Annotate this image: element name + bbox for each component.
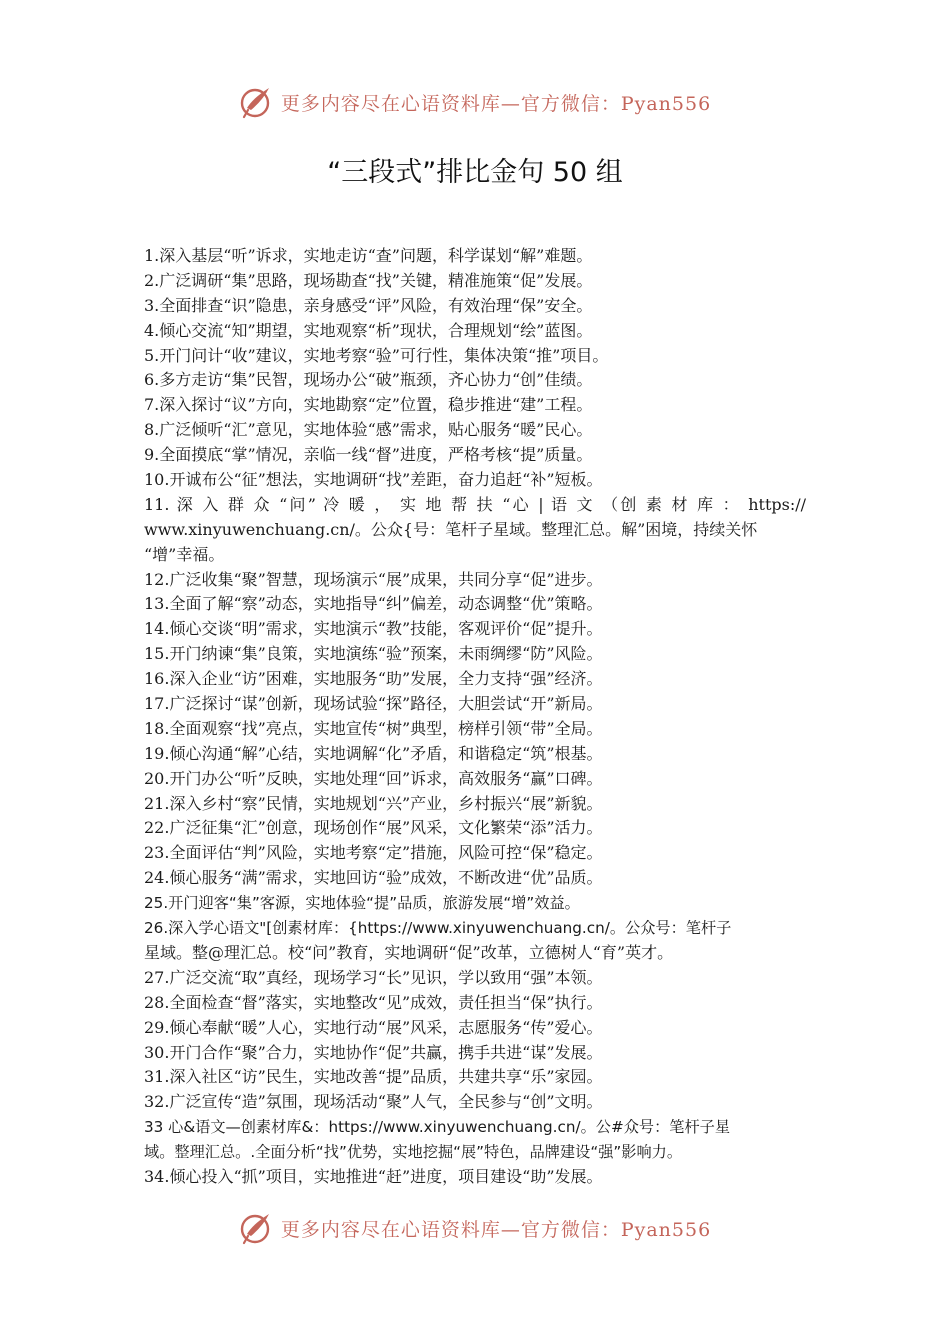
text-line: 1.深入基层“听”诉求，实地走访“查”问题，科学谋划“解”难题。 — [144, 246, 593, 265]
quill-logo-icon — [239, 84, 275, 120]
header-watermark — [0, 82, 950, 122]
text-line: 6.多方走访“集”民智，现场办公“破”瓶颈，齐心协力“创”佳绩。 — [144, 370, 593, 390]
document-body — [144, 244, 806, 1190]
text-line: www.xinyuwenchuang.cn/。公众{号：笔杆子星域。整理汇总。解”困境，持续关怀 — [144, 519, 758, 539]
text-line: 4.倾心交流“知”期望，实地观察“析”现状，合理规划“绘”蓝图。 — [144, 320, 593, 340]
text-line: 21.深入乡村“察”民情，实地规划“兴”产业，乡村振兴“展”新貌。 — [144, 793, 603, 813]
page-title: “三段式”排比金句 50 组 — [327, 157, 623, 188]
text-line: 26.深入学心语文"[创素材库：{https://www.xinyuwenchuang.cn/。公众号：笔杆子 — [144, 919, 732, 938]
watermark-text: 更多内容尽在心语资料库—官方微信：Pyan556 — [280, 1218, 712, 1241]
text-line: 10.开诚布公“征”想法，实地调研“找”差距，奋力追赶“补”短板。 — [144, 470, 603, 490]
text-line: 2.广泛调研“集”思路，现场勘查“找”关键，精准施策“促”发展。 — [144, 270, 593, 290]
text-line: 9.全面摸底“掌”情况，亲临一线“督”进度，严格考核“提”质量。 — [144, 445, 593, 465]
text-line: 16.深入企业“访”困难，实地服务“助”发展，全力支持“强”经济。 — [144, 669, 603, 689]
text-line: 20.开门办公“听”反映，实地处理“回”诉求，高效服务“赢”口碑。 — [144, 768, 603, 788]
quill-logo-icon — [239, 1210, 275, 1246]
text-line: 27.广泛交流“取”真经，现场学习“长”见识，学以致用“强”本领。 — [144, 967, 603, 987]
text-line: 12.广泛收集“聚”智慧，现场演示“展”成果，共同分享“促”进步。 — [144, 569, 603, 589]
text-line: 30.开门合作“聚”合力，实地协作“促”共赢，携手共进“谋”发展。 — [144, 1042, 603, 1062]
text-line: 18.全面观察“找”亮点，实地宣传“树”典型，榜样引领“带”全局。 — [144, 718, 603, 738]
text-line: 17.广泛探讨“谋”创新，现场试验“探”路径，大胆尝试“开”新局。 — [144, 694, 603, 714]
text-line: 33 心&语文—创素材库&：https://www.xinyuwenchuang.cn/。公#众号：笔杆子星 — [144, 1118, 731, 1137]
text-line: 域。整理汇总。.全面分析“找”优势，实地挖掘“展”特色，品牌建设“强”影响力。 — [144, 1143, 683, 1162]
text-line: 星域。整@理汇总。校“问”教育，实地调研“促”改革，立德树人“育”英才。 — [144, 942, 674, 962]
text-line: 29.倾心奉献“暖”人心，实地行动“展”风采，志愿服务“传”爱心。 — [144, 1017, 603, 1037]
text-line: 34.倾心投入“抓”项目，实地推进“赶”进度，项目建设“助”发展。 — [144, 1166, 603, 1186]
text-line: 23.全面评估“判”风险，实地考察“定”措施，风险可控“保”稳定。 — [144, 843, 603, 863]
text-line: 13.全面了解“察”动态，实地指导“纠”偏差，动态调整“优”策略。 — [144, 594, 603, 614]
text-line: 11. 深 入 群 众 “问” 冷 暖 ， 实 地 帮 扶 “心 | 语 文 （创 素 材 库 ： https:// — [144, 494, 806, 514]
text-line: 22.广泛征集“汇”创意，现场创作“展”风采，文化繁荣“添”活力。 — [144, 818, 603, 838]
text-line: 7.深入探讨“议”方向，实地勘察“定”位置，稳步推进“建”工程。 — [144, 395, 593, 415]
text-line: 24.倾心服务“满”需求，实地回访“验”成效，不断改进“优”品质。 — [144, 868, 603, 888]
text-line: 8.广泛倾听“汇”意见，实地体验“感”需求，贴心服务“暖”民心。 — [144, 420, 593, 440]
text-line: 25.开门迎客“集”客源，实地体验“提”品质，旅游发展“增”效益。 — [144, 894, 580, 913]
watermark-text: 更多内容尽在心语资料库—官方微信：Pyan556 — [280, 92, 712, 115]
text-line: 31.深入社区“访”民生，实地改善“提”品质，共建共享“乐”家园。 — [144, 1067, 603, 1087]
text-line: 15.开门纳谏“集”良策，实地演练“验”预案，未雨绸缪“防”风险。 — [144, 644, 603, 664]
text-line: 5.开门问计“收”建议，实地考察“验”可行性，集体决策“推”项目。 — [144, 345, 609, 365]
footer-watermark — [0, 1208, 950, 1248]
text-line: 3.全面排查“识”隐患，亲身感受“评”风险，有效治理“保”安全。 — [144, 295, 593, 315]
text-line: 28.全面检查“督”落实，实地整改“见”成效，责任担当“保”执行。 — [144, 992, 603, 1012]
text-line: 19.倾心沟通“解”心结，实地调解“化”矛盾，和谐稳定“筑”根基。 — [144, 743, 603, 763]
text-line: 14.倾心交谈“明”需求，实地演示“教”技能，客观评价“促”提升。 — [144, 619, 603, 639]
text-line: 32.广泛宣传“造”氛围，现场活动“聚”人气，全民参与“创”文明。 — [144, 1092, 603, 1112]
text-line: “增”幸福。 — [144, 544, 225, 564]
